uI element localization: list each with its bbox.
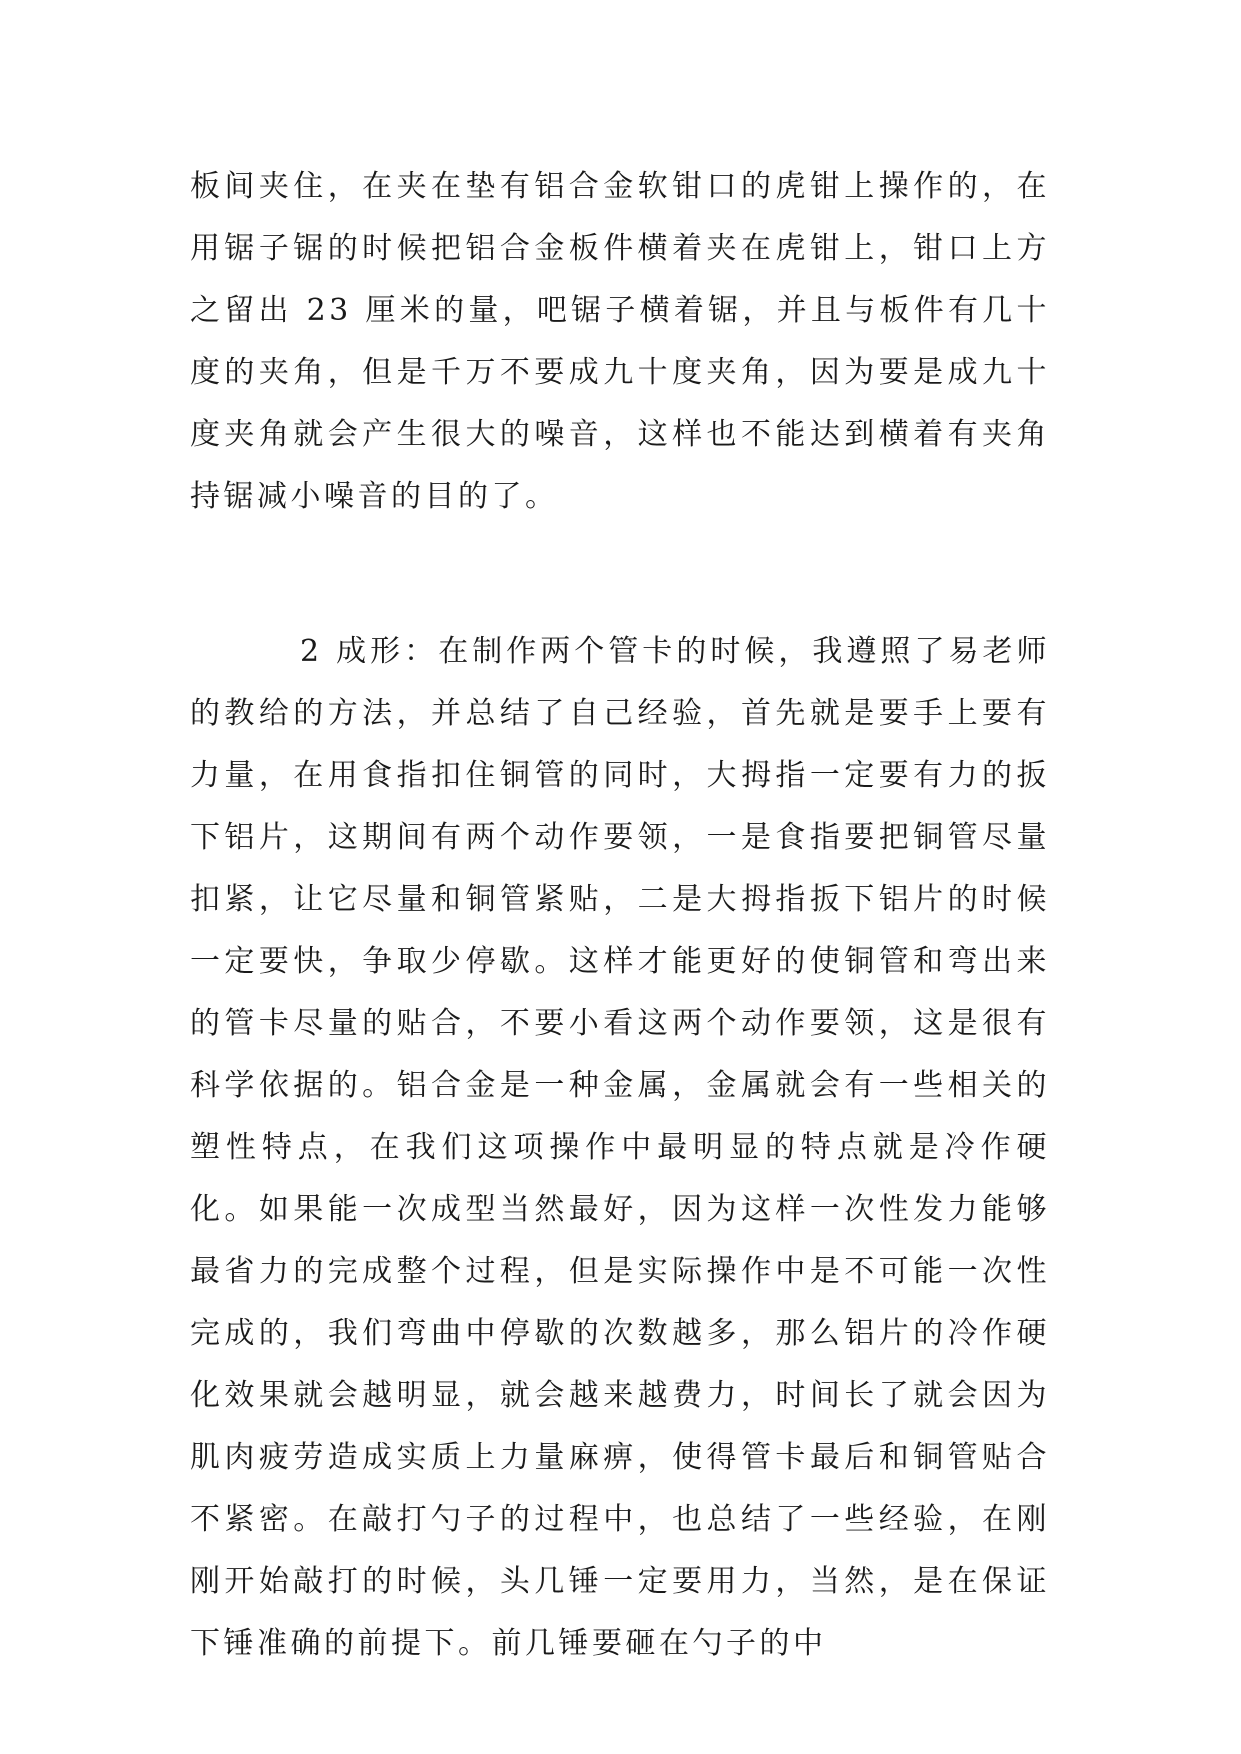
paragraph-forming-technique: 2 成形：在制作两个管卡的时候，我遵照了易老师的教给的方法，并总结了自己经验，首先就是要手上要有力量，在用食指扣住铜管的同时，大拇指一定要有力的扳下铝片，这期间有两个动作要领，一是食指要把铜管尽量扣紧，让它尽量和铜管紧贴，二是大拇指扳下铝片的时候一定要快，争取少停歇。这样才能更好的使铜管和弯出来的管卡尽量的贴合，不要小看这两个动作要领，这是很有科学依据的。铝合金是一种金属，金属就会有一些相关的塑性特点，在我们这项操作中最明显的特点就是冷作硬化。如果能一次成型当然最好，因为这样一次性发力能够最省力的完成整个过程，但是实际操作中是不可能一次性完成的，我们弯曲中停歇的次数越多，那么铝片的冷作硬化效果就会越明显，就会越来越费力，时间长了就会因为肌肉疲劳造成实质上力量麻痹，使得管卡最后和铜管贴合不紧密。在敲打勺子的过程中，也总结了一些经验，在刚刚开始敲打的时候，头几锤一定要用力，当然，是在保证下锤准确的前提下。前几锤要砸在勺子的中 [190,634,1050,1661]
paragraph-sawing-technique: 板间夹住，在夹在垫有铝合金软钳口的虎钳上操作的，在用锯子锯的时候把铝合金板件横着夹在虎钳上，钳口上方之留出 23 厘米的量，吧锯子横着锯，并且与板件有几十度的夹角，但是千万不要成九十度夹角，因为要是成九十度夹角就会产生很大的噪音，这样也不能达到横着有夹角持锯减小噪音的目的了。 [190,169,1050,514]
